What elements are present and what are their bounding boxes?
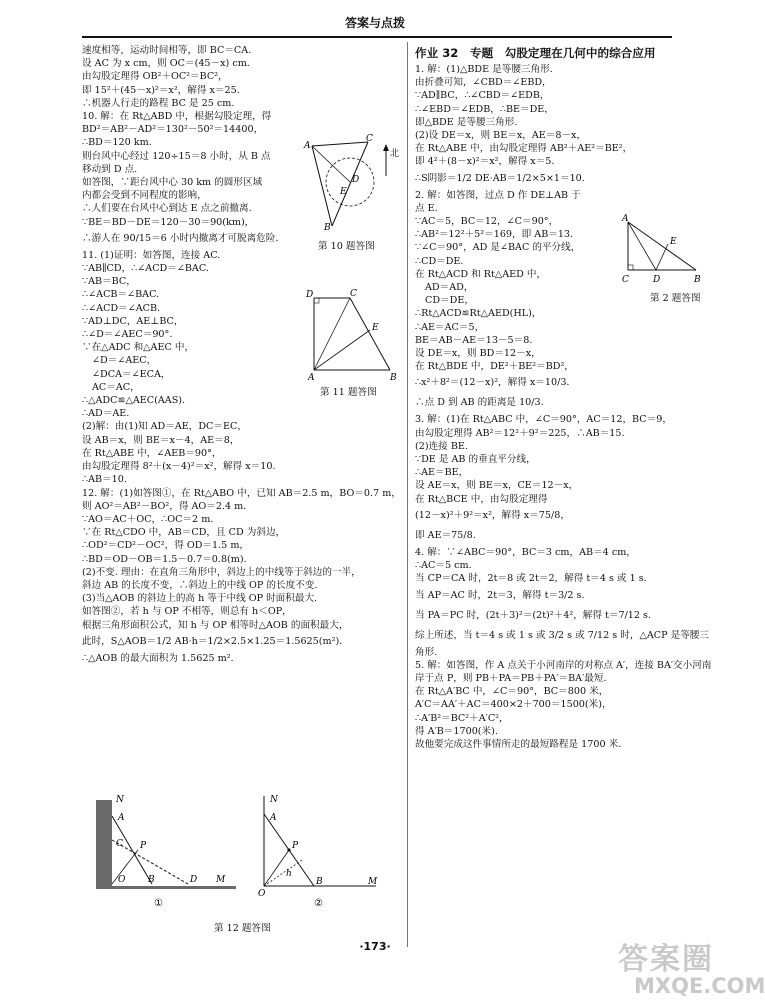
- column-divider: [407, 42, 408, 947]
- answer-line: ∵AB＝BC，: [82, 276, 136, 288]
- answer-line: 如答图②，若 h 与 OP 不相等，则总有 h＜OP，: [82, 606, 292, 618]
- answer-line: ∴CD＝DE.: [415, 255, 464, 267]
- answer-line: 2. 解：如答图，过点 D 作 DE⊥AB 于: [415, 189, 581, 201]
- answer-line: 则 AO²＝AB²－BO²，得 AO＝2.4 m.: [82, 500, 247, 512]
- fig12-1-label-c: C: [116, 839, 123, 849]
- fig11-label-a: A: [308, 373, 315, 383]
- answer-line: 即 4²＋(8－x)²＝x²，解得 x＝5.: [415, 156, 555, 168]
- answer-line: BE＝AB－AE＝13－5＝8.: [415, 334, 533, 346]
- answer-line: 即 15²＋(45－x)²＝x²，解得 x＝25.: [82, 84, 240, 96]
- answer-line: 岸于点 P，则 PB＋PA＝PB＋PA′＝BA′最短.: [415, 672, 607, 684]
- answer-line: 由勾股定理得 8²＋(x－4)²＝x²，解得 x＝10.: [82, 461, 276, 473]
- answer-line: 综上所述，当 t＝4 s 或 1 s 或 3/2 s 或 7/12 s 时，△ACP 是等腰三: [415, 629, 709, 641]
- answer-line: ∴S阴影＝1/2 DE·AB＝1/2×5×1＝10.: [415, 172, 585, 184]
- answer-line: 内都会受到不同程度的影响，: [82, 190, 207, 202]
- answer-line: (2)不变. 理由：在直角三角形中，斜边上的中线等于斜边的一半，: [82, 566, 361, 578]
- fig12-2-label-n: N: [270, 795, 278, 805]
- answer-line: ∴AB²＝12²＋5²＝169，即 AB＝13.: [415, 229, 574, 241]
- fig12-ground: [96, 886, 236, 889]
- fig12-2-label-h: h: [286, 869, 292, 879]
- answer-line: ∠D＝∠AEC，: [92, 355, 157, 367]
- answer-line: 4. 解：∵∠ABC＝90°，BC＝3 cm，AB＝4 cm，: [415, 546, 636, 558]
- answer-line: ∵AC＝5，BC＝12，∠C＝90°，: [415, 216, 559, 228]
- fig10-caption: 第 10 题答图: [318, 241, 375, 252]
- answer-line: 设 DE＝x，则 BD＝12－x，: [415, 348, 541, 360]
- watermark-bottom-text: MXQE.COM: [634, 974, 765, 998]
- answer-line: ∵AD⊥DC，AE⊥BC，: [82, 315, 184, 327]
- answer-line: ∴人们要在台风中心到达 E 点之前撤离.: [82, 203, 252, 215]
- fig2-label-e: E: [670, 237, 677, 247]
- answer-line: ∴BD＝OD－OB＝1.5－0.7＝0.8(m).: [82, 553, 247, 565]
- figure-q12: [86, 790, 386, 914]
- answer-line: A′C＝AA′＋AC＝400×2＋700＝1500(米)，: [415, 699, 612, 711]
- answer-line: ∵DE 是 AB 的垂直平分线，: [415, 454, 536, 466]
- answer-line: ∵AD∥BC，∴∠CBD＝∠EDB，: [415, 90, 550, 102]
- answer-line: ∴机器人行走的路程 BC 是 25 cm.: [82, 97, 235, 109]
- answer-line: ∴OD²＝CD²－OC²，得 OD＝1.5 m，: [82, 540, 250, 552]
- fig12-1-label-o: O: [118, 875, 126, 885]
- answer-line: 10. 解：在 Rt△ABD 中，根据勾股定理，得: [82, 111, 272, 123]
- right-column: [415, 44, 712, 751]
- answer-line: 12. 解：(1)如答图①，在 Rt△ABO 中，已知 AB＝2.5 m，BO＝0.7 m，: [82, 487, 401, 499]
- fig12-2-label-p: P: [292, 841, 299, 851]
- answer-line: ∴A′B²＝BC²＋A′C²，: [415, 712, 509, 724]
- fig12-caption: 第 12 题答图: [214, 923, 271, 934]
- answer-line: 如答图，∵距台风中心 30 km 的圆形区域: [82, 177, 263, 189]
- answer-line: AC＝AC，: [92, 381, 140, 393]
- page-number: ·173·: [359, 940, 391, 953]
- answer-line: 当 CP＝CA 时，2t＝8 或 2t＝2，解得 t＝4 s 或 1 s.: [415, 573, 647, 585]
- answer-line: 角形.: [415, 646, 438, 658]
- fig11-label-b: B: [390, 373, 397, 383]
- answer-line: ∴AD＝AE.: [82, 408, 130, 420]
- answer-line: 在 Rt△A′BC 中，∠C＝90°，BC＝800 米，: [415, 686, 609, 698]
- answer-line: 设 AC 为 x cm，则 OC＝(45－x) cm.: [82, 58, 250, 70]
- fig12-1-label-d: D: [190, 875, 198, 885]
- answer-line: 在 Rt△ABE 中，∠AEB＝90°，: [82, 447, 222, 459]
- fig2-label-a: A: [622, 214, 629, 224]
- answer-line: ∵AB∥CD，∴∠ACD＝∠BAC.: [82, 263, 209, 275]
- answer-line: ∴∠D＝∠AEC＝90°.: [82, 329, 173, 341]
- fig10-label-d: D: [352, 175, 360, 185]
- answer-line: ∴AC＝5 cm.: [415, 560, 472, 572]
- answer-line: ∵在△ADC 和△AEC 中，: [82, 342, 195, 354]
- answer-line: (2)连接 BE.: [415, 440, 468, 452]
- fig12-1-label-a: A: [118, 813, 125, 823]
- figure-q10: [302, 132, 402, 232]
- answer-line: 5. 解：如答图，作 A 点关于小河南岸的对称点 A′，连接 BA′交小河南: [415, 659, 712, 671]
- fig11-caption: 第 11 题答图: [320, 387, 377, 398]
- answer-line: AD＝AD，: [425, 282, 474, 294]
- fig12-wall: [96, 800, 112, 886]
- answer-line: (12－x)²＋9²＝x²，解得 x＝75/8，: [415, 509, 570, 521]
- answer-line: 得 A′B＝1700(米).: [415, 725, 498, 737]
- answer-line: ∠DCA＝∠ECA，: [92, 368, 171, 380]
- fig10-label-b: B: [324, 223, 331, 233]
- answer-line: 点 E.: [415, 202, 438, 214]
- answer-line: CD＝DE，: [425, 295, 474, 307]
- answer-line: ∴∠ACD＝∠ACB.: [82, 302, 161, 314]
- answer-line: ∴AE＝AC＝5，: [415, 321, 485, 333]
- answer-line: 移动到 D 点.: [82, 163, 138, 175]
- answer-line: 在 Rt△ACD 和 Rt△AED 中，: [415, 268, 547, 280]
- fig12-2-label-b: B: [316, 877, 323, 887]
- answer-line: 则台风中心经过 120÷15＝8 小时，从 B 点: [82, 150, 271, 162]
- fig12-2-label-o: O: [258, 889, 266, 899]
- watermark-top-text: 答案圈: [618, 942, 714, 977]
- fig12-1-label-p: P: [140, 841, 147, 851]
- answer-line: 1. 解：(1)△BDE 是等腰三角形.: [415, 64, 553, 75]
- section-title: 作业 32 专题 勾股定理在几何中的综合应用: [415, 46, 656, 60]
- answer-line: 由折叠可知，∠CBD＝∠EBD，: [415, 77, 552, 89]
- fig11-label-e: E: [372, 323, 379, 333]
- answer-line: (2)解：由(1)知 AD＝AE，DC＝EC，: [82, 421, 247, 433]
- fig12-1-label-b: B: [148, 875, 155, 885]
- answer-line: ∴x²＋8²＝(12－x)²，解得 x＝10/3.: [415, 377, 570, 389]
- header-rule: [82, 36, 672, 38]
- fig10-label-c: C: [366, 134, 373, 144]
- answer-line: ∵∠C＝90°，AD 是∠BAC 的平分线，: [415, 242, 581, 254]
- fig12-1-label-n: N: [116, 795, 124, 805]
- fig10-label-e: E: [340, 187, 347, 197]
- fig10-label-a: A: [304, 141, 311, 151]
- answer-line: 当 PA＝PC 时，(2t＋3)²＝(2t)²＋4²，解得 t＝7/12 s.: [415, 609, 652, 621]
- answer-line: 速度相等，运动时间相等，即 BC＝CA.: [82, 45, 252, 56]
- answer-line: ∴AE＝BE，: [415, 467, 469, 479]
- fig12-sub1: ①: [154, 898, 163, 909]
- fig12-2-label-a: A: [270, 813, 277, 823]
- fig12-1-label-m: M: [216, 875, 226, 885]
- answer-line: 3. 解：(1)在 Rt△ABC 中，∠C＝90°，AC＝12，BC＝9，: [415, 414, 672, 426]
- fig2-label-c: C: [622, 275, 629, 285]
- answer-line: BD²＝AB²－AD²＝130²－50²＝14400，: [82, 124, 264, 136]
- answer-line: ∴∠EBD＝∠EDB，∴BE＝DE，: [415, 103, 554, 115]
- figure-q2: [618, 212, 702, 290]
- fig11-label-c: C: [350, 289, 357, 299]
- answer-line: (2)设 DE＝x，则 BE＝x，AE＝8－x，: [415, 130, 587, 142]
- answer-line: 在 Rt△BDE 中，DE²＋BE²＝BD²，: [415, 361, 574, 373]
- answer-line: 故他要完成这件事情所走的最短路程是 1700 米.: [415, 738, 622, 750]
- figure-q11: [302, 284, 402, 382]
- answer-line: 在 Rt△ABE 中，由勾股定理得 AB²＋AE²＝BE²，: [415, 143, 633, 155]
- answer-line: 11. (1)证明：如答图，连接 AC.: [82, 249, 221, 261]
- answer-line: 由勾股定理得 AB²＝12²＋9²＝225，∴AB＝15.: [415, 427, 625, 439]
- answer-line: ∴AB＝10.: [82, 474, 127, 486]
- answer-line: ∴△ADC≌△AEC(AAS).: [82, 395, 186, 407]
- answer-line: ∴△AOB 的最大面积为 1.5625 m².: [82, 652, 234, 664]
- answer-line: 当 AP＝AC 时，2t＝3，解得 t＝3/2 s.: [415, 589, 585, 601]
- fig11-label-d: D: [306, 290, 314, 300]
- fig2-label-b: B: [694, 275, 701, 285]
- answer-line: 在 Rt△BCE 中，由勾股定理得: [415, 493, 548, 505]
- fig2-label-d: D: [653, 275, 661, 285]
- watermark-logo: [612, 930, 765, 1004]
- answer-line: ∴Rt△ACD≌Rt△AED(HL)，: [415, 308, 542, 320]
- answer-line: ∴游人在 90/15＝6 小时内撤离才可脱离危险.: [82, 232, 279, 244]
- answer-line: ∴BD＝120 km.: [82, 137, 152, 149]
- answer-line: ∴∠ACB＝∠BAC.: [82, 289, 160, 301]
- fig2-caption: 第 2 题答图: [650, 293, 701, 304]
- answer-line: 设 AB＝x，则 BE＝x－4，AE＝8，: [82, 434, 240, 446]
- page-header: [0, 0, 750, 40]
- answer-line: (3)当△AOB 的斜边上的高 h 等于中线 OP 时面积最大.: [82, 593, 318, 605]
- header-title: 答案与点拨: [344, 16, 405, 30]
- answer-line: 设 AE＝x，则 BE＝x，CE＝12－x，: [415, 480, 579, 492]
- answer-line: 即△BDE 是等腰三角形.: [415, 116, 518, 128]
- answer-line: 由勾股定理得 OB²＋OC²＝BC²，: [82, 71, 228, 83]
- answer-line: ∴点 D 到 AB 的距离是 10/3.: [415, 397, 544, 409]
- fig12-sub2: ②: [314, 898, 323, 909]
- answer-line: ∵AO＝AC＋OC，∴OC＝2 m.: [82, 513, 214, 525]
- fig12-2-label-m: M: [368, 877, 378, 887]
- answer-line: 斜边 AB 的长度不变，∴斜边上的中线 OP 的长度不变.: [82, 579, 318, 591]
- answer-line: 根据三角形面积公式，知 h 与 OP 相等时△AOB 的面积最大，: [82, 619, 349, 631]
- answer-line: ∵在 Rt△CDO 中，AB＝CD，且 CD 为斜边，: [82, 527, 286, 539]
- answer-line: 即 AE＝75/8.: [415, 529, 476, 541]
- answer-line: 此时，S△AOB＝1/2 AB·h＝1/2×2.5×1.25＝1.5625(m²).: [82, 635, 343, 647]
- fig10-label-north: 北: [390, 149, 400, 159]
- answer-line: ∵BE＝BD－DE＝120－30＝90(km)，: [82, 216, 255, 228]
